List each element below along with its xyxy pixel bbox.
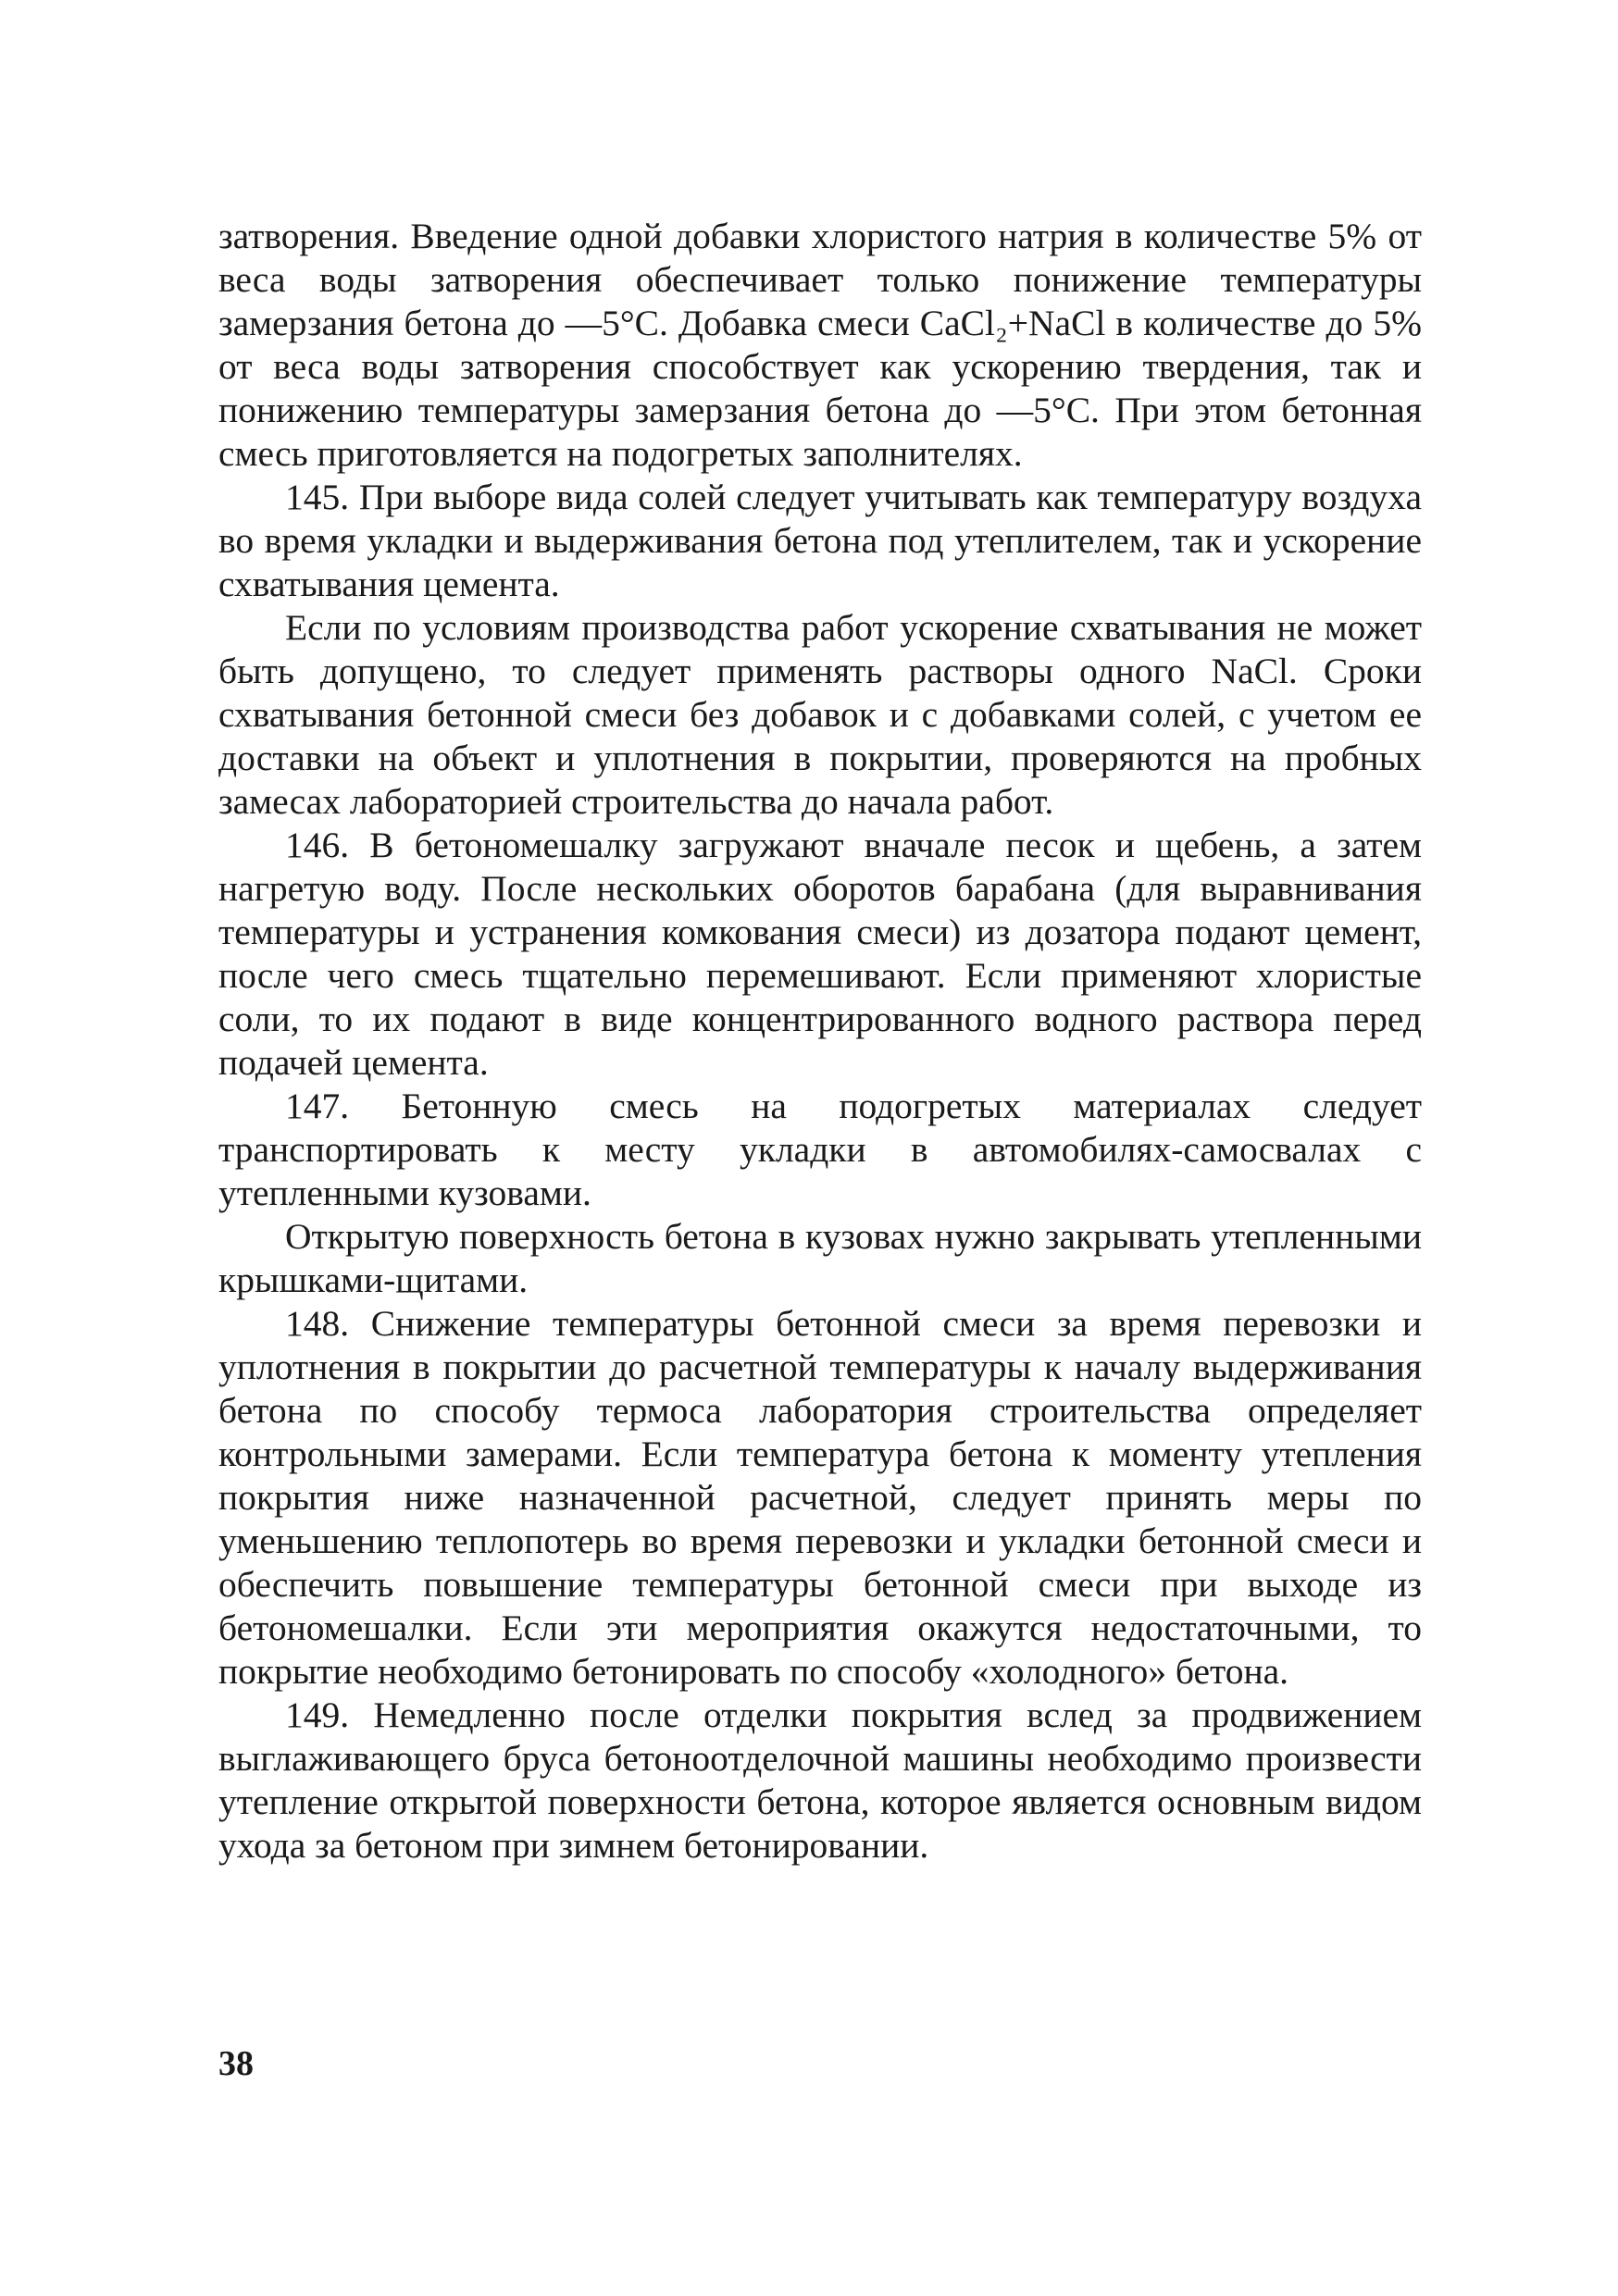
paragraph-145: 145. При выборе вида солей следует учитывать как температуру воздуха во время укладки и выдерживания бетона под утеплителем, так и ускорение схватывания цемента. — [218, 477, 1422, 604]
paragraph-149: 149. Немедленно после отделки покрытия вслед за продвижением выглаживающего бруса бетоноотделочной машины необходимо произвести утепление открытой поверхности бетона, которое является основным видом ухода за бетоном при зимнем бетонировании. — [218, 1694, 1422, 1866]
body-text — [218, 215, 1422, 1868]
paragraph-148: 148. Снижение температуры бетонной смеси за время перевозки и уплотнения в покрытии до расчетной температуры к началу выдерживания бетона по способу термоса лаборатория строительства определяет контрольными замерами. Если температура бетона к моменту утепления покрытия ниже назначенной расчетной, следует принять меры по уменьшению теплопотерь во время перевозки и укладки бетонной смеси и обеспечить повышение температуры бетонной смеси при выходе из бетономешалки. Если эти мероприятия окажутся недостаточными, то покрытие необходимо бетонировать по способу «холодного» бетона. — [218, 1303, 1422, 1692]
paragraph-continuation: затворения. Введение одной добавки хлористого натрия в количестве 5% от веса воды затворения обеспечивает только понижение температуры замерзания бетона до —5°С. Добавка смеси CaCl₂+NaCl в количестве до 5% от веса воды затворения способствует как ускорению твердения, так и понижению температуры замерзания бетона до —5°С. При этом бетонная смесь приготовляется на подогретых заполнителях. — [218, 216, 1422, 474]
page-number: 38 — [218, 2044, 254, 2083]
paragraph-147: 147. Бетонную смесь на подогретых материалах следует транспортировать к месту укладки в автомобилях-самосвалах с утепленными кузовами. — [218, 1086, 1422, 1213]
paragraph-146: 146. В бетономешалку загружают вначале песок и щебень, а затем нагретую воду. После нескольких оборотов барабана (для выравнивания температуры и устранения комкования смеси) из дозатора подают цемент, после чего смесь тщательно перемешивают. Если применяют хлористые соли, то их подают в виде концентрированного водного раствора перед подачей цемента. — [218, 825, 1422, 1083]
paragraph-147-continued: Открытую поверхность бетона в кузовах нужно закрывать утепленными крышками-щитами. — [218, 1216, 1422, 1300]
paragraph-145-continued: Если по условиям производства работ ускорение схватывания не может быть допущено, то следует применять растворы одного NaCl. Сроки схватывания бетонной смеси без добавок и с добавками солей, с учетом ее доставки на объект и уплотнения в покрытии, проверяются на пробных замесах лабораторией строительства до начала работ. — [218, 607, 1422, 822]
